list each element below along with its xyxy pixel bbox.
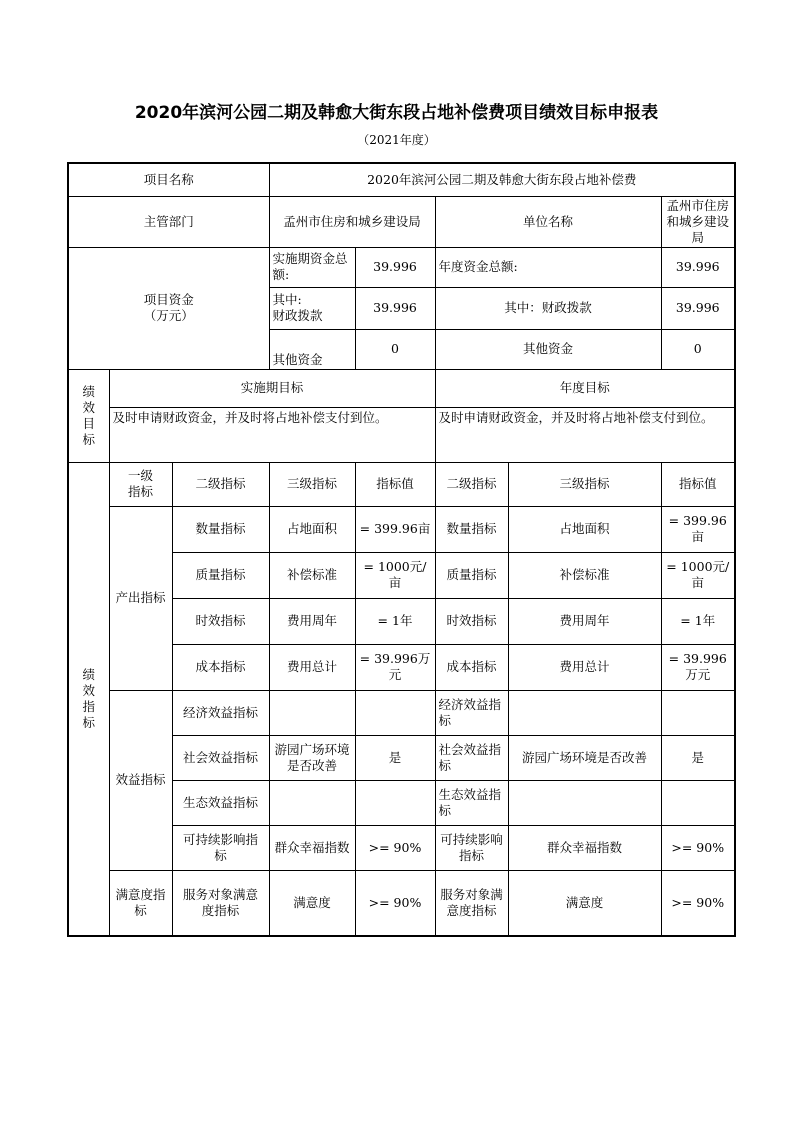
cell-l3: 补偿标准: [269, 552, 355, 598]
cell-l3-b: 满意度: [508, 870, 661, 936]
cell-value-b: = 399.96 亩: [661, 506, 735, 552]
impl-other-label: 其他资金: [269, 329, 355, 369]
cell-value: = 1年: [355, 598, 435, 644]
dept-value: 孟州市住房和城乡建设局: [269, 196, 435, 247]
cell-l2: 服务对象满意 度指标: [172, 870, 269, 936]
year-other-label: 其他资金: [435, 329, 661, 369]
year-fin-value: 39.996: [661, 287, 735, 329]
impl-total-value: 39.996: [355, 247, 435, 287]
cell-l2-b: 可持续影响 指标: [435, 825, 508, 870]
year-goal-text: 及时申请财政资金，并及时将占地补偿支付到位。: [435, 407, 735, 462]
cell-l3-b: 补偿标准: [508, 552, 661, 598]
year-goal-header: 年度目标: [435, 369, 735, 407]
cell-l2: 生态效益指标: [172, 780, 269, 825]
table-row: [68, 870, 735, 936]
cell-l3-b: 占地面积: [508, 506, 661, 552]
page-subtitle: （2021年度）: [357, 133, 436, 147]
cell-value-b: [661, 690, 735, 735]
header-level3-b: 三级指标: [508, 462, 661, 506]
cell-l3-b: 群众幸福指数: [508, 825, 661, 870]
table-row: [68, 690, 735, 735]
cell-l3: 费用周年: [269, 598, 355, 644]
cell-l2-b: 时效指标: [435, 598, 508, 644]
cell-value: [355, 780, 435, 825]
cell-l2: 经济效益指标: [172, 690, 269, 735]
cell-l2: 社会效益指标: [172, 735, 269, 780]
cell-l2-b: 经济效益指 标: [435, 690, 508, 735]
impl-goal-text: 及时申请财政资金，并及时将占地补偿支付到位。: [109, 407, 435, 462]
cell-l2-b: 生态效益指 标: [435, 780, 508, 825]
cell-value: = 39.996万 元: [355, 644, 435, 690]
cell-l2: 成本指标: [172, 644, 269, 690]
cell-l3: 占地面积: [269, 506, 355, 552]
impl-other-value: 0: [355, 329, 435, 369]
year-total-value: 39.996: [661, 247, 735, 287]
cell-value: = 399.96亩: [355, 506, 435, 552]
impl-fin-value: 39.996: [355, 287, 435, 329]
cell-value-b: 是: [661, 735, 735, 780]
cell-l2: 数量指标: [172, 506, 269, 552]
cell-value: = 1000元/亩: [355, 552, 435, 598]
cell-value: 是: [355, 735, 435, 780]
benefit-indicator-label: 效益指标: [109, 690, 172, 870]
cell-l2-b: 数量指标: [435, 506, 508, 552]
cell-value-b: = 39.996 万元: [661, 644, 735, 690]
table-row: [68, 506, 735, 552]
year-fin-label: 其中：财政拨款: [435, 287, 661, 329]
cell-l3: [269, 780, 355, 825]
cell-value: >= 90%: [355, 825, 435, 870]
cell-value: [355, 690, 435, 735]
cell-l3-b: [508, 780, 661, 825]
header-level1: 一级 指标: [109, 462, 172, 506]
year-total-label: 年度资金总额:: [435, 247, 661, 287]
cell-value-b: = 1000元/ 亩: [661, 552, 735, 598]
cell-value-b: [661, 780, 735, 825]
cell-l3: 群众幸福指数: [269, 825, 355, 870]
header-value: 指标值: [355, 462, 435, 506]
cell-l2: 可持续影响指 标: [172, 825, 269, 870]
cell-l2-b: 质量指标: [435, 552, 508, 598]
project-name-label: 项目名称: [68, 163, 269, 196]
header-level3: 三级指标: [269, 462, 355, 506]
impl-goal-header: 实施期目标: [109, 369, 435, 407]
cell-l3: 游园广场环境 是否改善: [269, 735, 355, 780]
impl-fin-label: 其中: 财政拨款: [269, 287, 355, 329]
cell-value-b: >= 90%: [661, 870, 735, 936]
page-title: 2020年滨河公园二期及韩愈大街东段占地补偿费项目绩效目标申报表: [134, 103, 659, 123]
output-indicator-label: 产出指标: [109, 506, 172, 690]
unit-value: 孟州市住房和城乡建设局: [661, 196, 735, 247]
header-level2: 二级指标: [172, 462, 269, 506]
cell-l3-b: 费用周年: [508, 598, 661, 644]
cell-l2: 时效指标: [172, 598, 269, 644]
year-other-value: 0: [661, 329, 735, 369]
goals-label: 绩 效 目 标: [68, 369, 109, 462]
cell-l3-b: [508, 690, 661, 735]
project-name-value: 2020年滨河公园二期及韩愈大街东段占地补偿费: [269, 163, 735, 196]
cell-l2-b: 成本指标: [435, 644, 508, 690]
cell-l3: [269, 690, 355, 735]
funds-label: 项目资金 （万元）: [68, 247, 269, 369]
header-level2-b: 二级指标: [435, 462, 508, 506]
impl-total-label: 实施期资金总额:: [269, 247, 355, 287]
cell-l3: 费用总计: [269, 644, 355, 690]
cell-l3-b: 游园广场环境是否改善: [508, 735, 661, 780]
cell-value-b: >= 90%: [661, 825, 735, 870]
performance-target-table: [67, 162, 736, 937]
cell-l3: 满意度: [269, 870, 355, 936]
cell-value: >= 90%: [355, 870, 435, 936]
header-value-b: 指标值: [661, 462, 735, 506]
dept-label: 主管部门: [68, 196, 269, 247]
cell-l3-b: 费用总计: [508, 644, 661, 690]
cell-l2-b: 服务对象满 意度指标: [435, 870, 508, 936]
satisfaction-indicator-label: 满意度指 标: [109, 870, 172, 936]
unit-label: 单位名称: [435, 196, 661, 247]
cell-l2: 质量指标: [172, 552, 269, 598]
indicators-label: 绩 效 指 标: [68, 462, 109, 936]
cell-value-b: = 1年: [661, 598, 735, 644]
cell-l2-b: 社会效益指 标: [435, 735, 508, 780]
